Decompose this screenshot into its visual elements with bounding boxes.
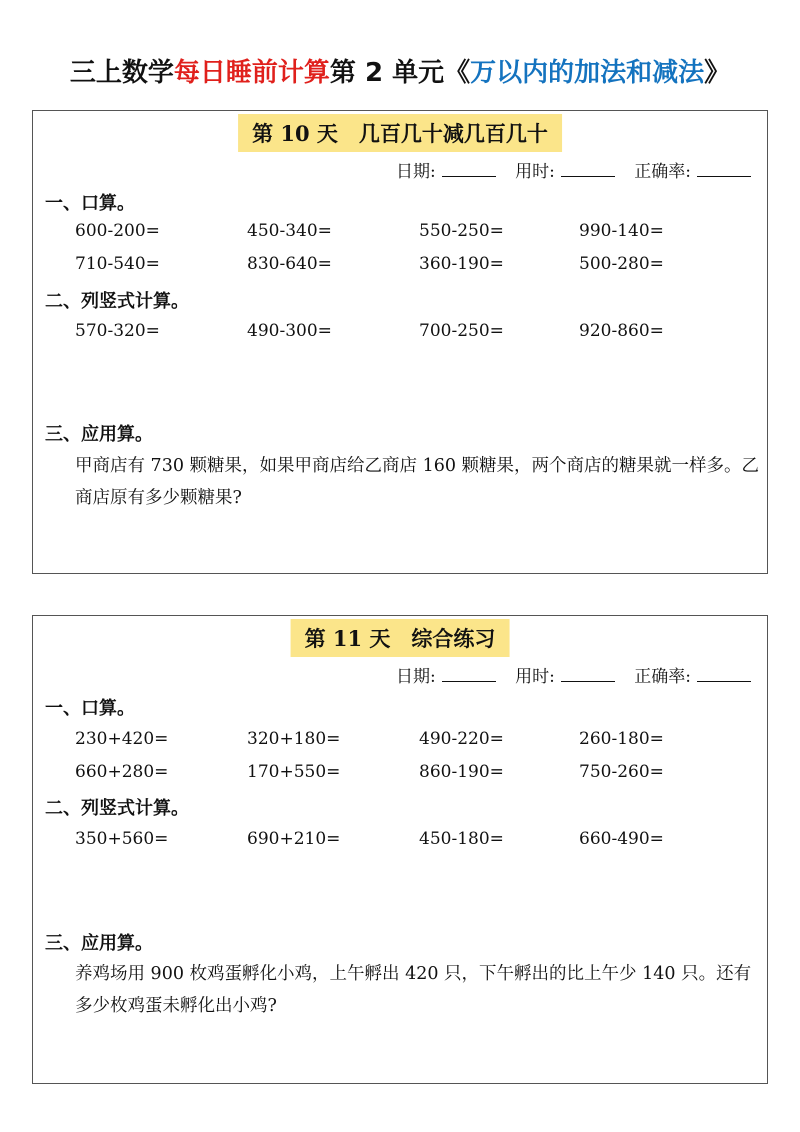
equation: 710-540= <box>75 254 160 274</box>
equation: 500-280= <box>579 254 664 274</box>
equation: 750-260= <box>579 762 664 782</box>
time-label: 用时: <box>515 667 555 687</box>
header-unit-name: 万以内的加法和减法 <box>470 58 705 88</box>
header-unit: 第 2 单元《 <box>329 58 471 88</box>
time-field[interactable] <box>561 162 615 177</box>
equation: 860-190= <box>419 762 504 782</box>
header-close: 》 <box>704 58 731 88</box>
equation: 600-200= <box>75 221 160 241</box>
equation: 260-180= <box>579 729 664 749</box>
equation: 360-190= <box>419 254 504 274</box>
section-mental: 一、口算。 <box>45 193 135 214</box>
meta-row <box>382 157 751 182</box>
day-title: 第 10 天 几百几十减几百几十 <box>238 114 562 152</box>
equation: 570-320= <box>75 321 160 341</box>
equation: 700-250= <box>419 321 504 341</box>
word-problem: 甲商店有 730 颗糖果，如果甲商店给乙商店 160 颗糖果，两个商店的糖果就一样多。乙商店原有多少颗糖果? <box>75 456 760 508</box>
accuracy-label: 正确率: <box>634 667 691 687</box>
equation: 490-300= <box>247 321 332 341</box>
day-card-10 <box>32 110 768 574</box>
equation: 450-180= <box>419 829 504 849</box>
equation: 490-220= <box>419 729 504 749</box>
equation: 230+420= <box>75 729 169 749</box>
day-title: 第 11 天 综合练习 <box>291 619 510 657</box>
section-application: 三、应用算。 <box>45 933 153 954</box>
meta-row <box>382 662 751 687</box>
accuracy-field[interactable] <box>697 162 751 177</box>
page-header <box>0 52 800 89</box>
section-mental: 一、口算。 <box>45 698 135 719</box>
equation: 450-340= <box>247 221 332 241</box>
accuracy-field[interactable] <box>697 667 751 682</box>
word-problem: 养鸡场用 900 枚鸡蛋孵化小鸡，上午孵出 420 只，下午孵出的比上午少 140 只。还有多少枚鸡蛋未孵化出小鸡? <box>75 964 752 1016</box>
accuracy-label: 正确率: <box>634 162 691 182</box>
time-field[interactable] <box>561 667 615 682</box>
equation: 990-140= <box>579 221 664 241</box>
date-label: 日期: <box>395 162 436 182</box>
equation: 660-490= <box>579 829 664 849</box>
date-field[interactable] <box>442 162 496 177</box>
section-vertical: 二、列竖式计算。 <box>45 798 189 819</box>
header-grade: 三上数学 <box>69 58 174 88</box>
equation: 320+180= <box>247 729 341 749</box>
equation: 830-640= <box>247 254 332 274</box>
equation: 690+210= <box>247 829 341 849</box>
equation: 660+280= <box>75 762 169 782</box>
header-daily: 每日睡前计算 <box>173 58 330 88</box>
equation: 550-250= <box>419 221 504 241</box>
section-vertical: 二、列竖式计算。 <box>45 291 189 312</box>
equation: 350+560= <box>75 829 169 849</box>
section-application: 三、应用算。 <box>45 424 153 445</box>
day-card-11 <box>32 615 768 1084</box>
equation: 170+550= <box>247 762 341 782</box>
equation: 920-860= <box>579 321 664 341</box>
time-label: 用时: <box>515 162 555 182</box>
date-field[interactable] <box>442 667 496 682</box>
date-label: 日期: <box>395 667 436 687</box>
